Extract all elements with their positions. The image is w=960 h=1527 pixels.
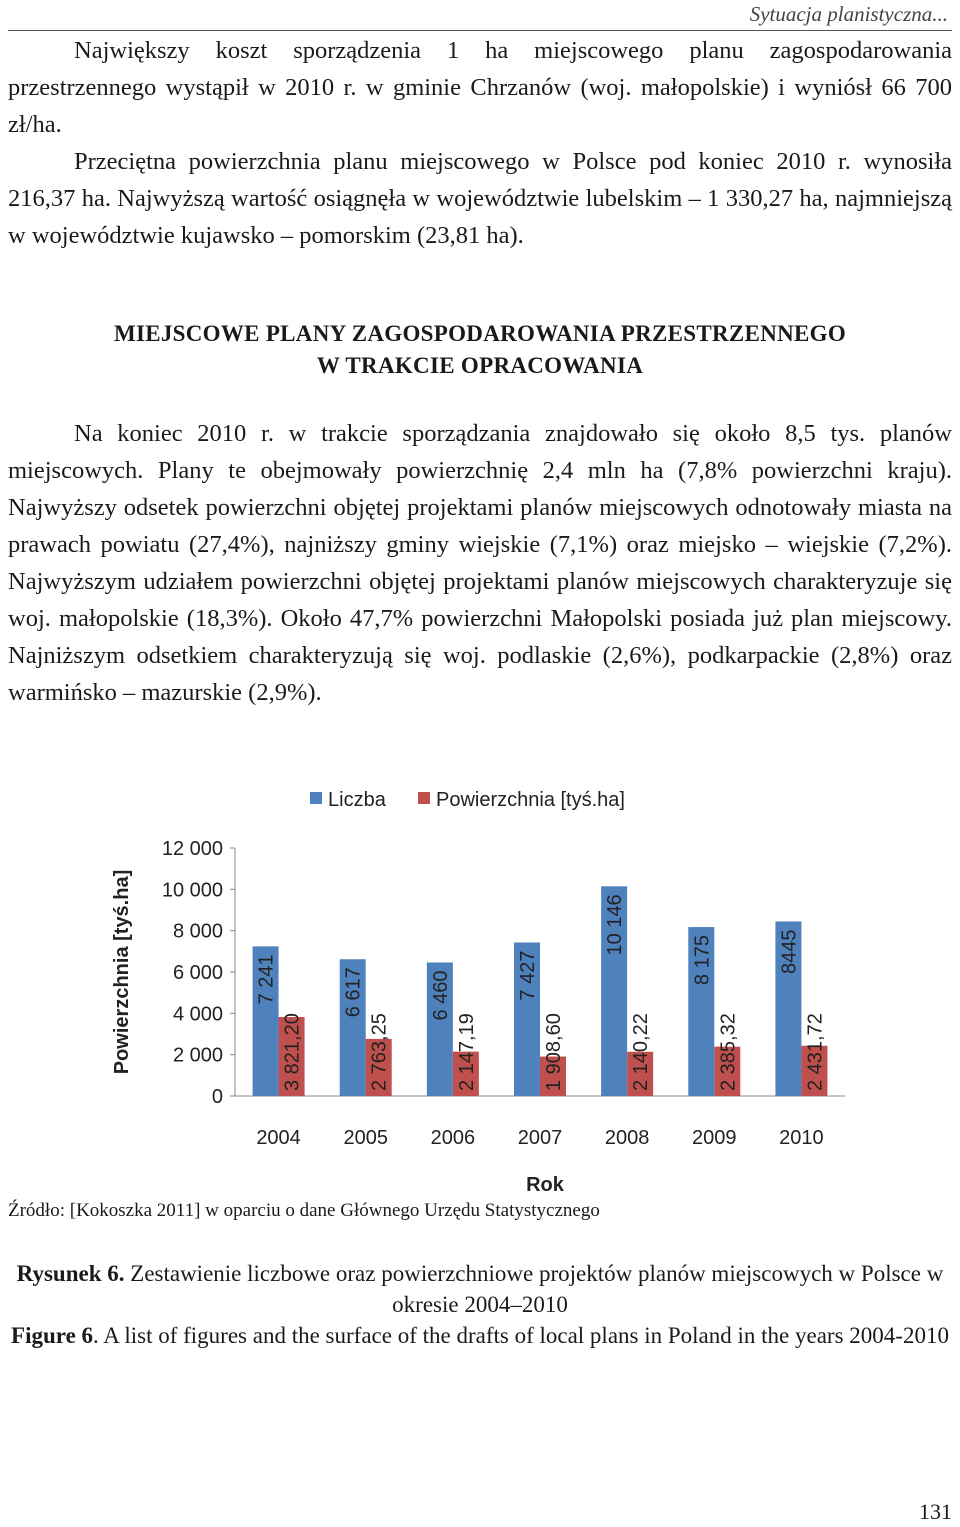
x-tick-label: 2004	[256, 1127, 301, 1149]
y-tick-label: 12 000	[161, 838, 223, 860]
paragraph-cost: Największy koszt sporządzenia 1 ha miejscowego planu zagospodarowania przestrzennego wystąpił w 2010 r. w gminie Chrzanów (woj. małopolskie) i wyniósł 66 700 zł/ha.	[8, 37, 952, 138]
x-axis-title: Rok	[526, 1174, 564, 1196]
x-tick-label: 2007	[517, 1127, 563, 1149]
section-title-line2: W TRAKCIE OPRACOWANIA	[316, 353, 644, 378]
legend-label: Powierzchnia [tyś.ha]	[436, 789, 625, 811]
y-tick-label: 6 000	[172, 962, 223, 984]
caption-polish-text: Zestawienie liczbowe oraz powierzchniowe projektów planów miejscowych w Polsce w okresie 2004–2010	[124, 1261, 944, 1317]
data-label-liczba: 10 146	[604, 894, 627, 956]
y-tick-label: 2 000	[172, 1044, 223, 1067]
y-tick-label: 0	[211, 1086, 223, 1108]
data-label-powierzchnia: 2 147,19	[455, 1013, 478, 1091]
figure-caption	[8, 1258, 952, 1351]
data-label-liczba: 8445	[778, 929, 801, 974]
data-label-powierzchnia: 3 821,20	[281, 1013, 304, 1091]
data-label-liczba: 6 460	[429, 970, 452, 1021]
running-title: Sytuacja planistyczna...	[749, 2, 948, 26]
data-label-powierzchnia: 2 431,72	[804, 1013, 827, 1091]
x-tick-label: 2008	[604, 1127, 650, 1149]
caption-english-label: Figure 6	[11, 1323, 94, 1348]
data-label-powierzchnia: 2 763,25	[368, 1013, 391, 1091]
x-tick-label: 2006	[430, 1127, 476, 1149]
data-label-powierzchnia: 2 140,22	[630, 1013, 653, 1091]
bar-chart	[100, 778, 860, 1198]
section-title-line1: MIEJSCOWE PLANY ZAGOSPODAROWANIA PRZESTRZENNEGO	[113, 321, 847, 346]
section-title	[8, 318, 952, 382]
x-tick-label: 2009	[692, 1127, 737, 1149]
y-axis-title: Powierzchnia [tyś.ha]	[111, 869, 133, 1075]
x-tick-label: 2005	[343, 1127, 388, 1149]
running-header	[8, 0, 952, 31]
legend-swatch	[418, 792, 430, 804]
legend-label: Liczba	[328, 789, 386, 811]
data-label-liczba: 8 175	[691, 935, 714, 986]
paragraph-average-area: Przeciętna powierzchnia planu miejscowego w Polsce pod koniec 2010 r. wynosiła 216,37 ha. Najwyższą wartość osiągnęła w województwie lubelskim – 1 330,27 ha, najmniejszą w województwie kujawsko – pomorskim (23,81 ha).	[8, 148, 952, 249]
y-tick-label: 4 000	[172, 1003, 223, 1026]
paragraph-plans-in-progress: Na koniec 2010 r. w trakcie sporządzania znajdowało się około 8,5 tys. planów miejscowych. Plany te obejmowały powierzchnię 2,4 mln ha (7,8% powierzchni kraju). Najwyższy odsetek powierzchni objętej projektami planów miejscowych odnotowały miasta na prawach powiatu (27,4%), najniższy gminy wiejskie (7,1%) oraz miejsko – wiejskie (7,2%). Najwyższym udziałem powierzchni objętej projektami planów miejscowych charakteryzuje się woj. małopolskie (18,3%). Około 47,7% powierzchni Małopolski posiada już plan miejscowy. Najniższym odsetkiem charakteryzują się woj. podlaskie (2,6%), podkarpackie (2,8%) oraz warmińsko – mazurskie (2,9%).	[8, 420, 952, 706]
caption-english	[8, 1320, 952, 1351]
y-tick-label: 10 000	[161, 879, 223, 902]
y-tick-label: 8 000	[172, 920, 223, 943]
data-label-liczba: 7 427	[517, 950, 539, 1001]
caption-polish	[8, 1258, 952, 1320]
data-label-powierzchnia: 1 908,60	[543, 1013, 565, 1091]
data-label-liczba: 7 241	[255, 954, 278, 1005]
caption-polish-label: Rysunek 6.	[16, 1261, 125, 1286]
legend-swatch	[310, 792, 322, 804]
figure-source: Źródło: [Kokoszka 2011] w oparciu o dane Głównego Urzędu Statystycznego	[8, 1200, 600, 1221]
caption-english-text: . A list of figures and the surface of the drafts of local plans in Poland in the years 2004-2010	[93, 1323, 949, 1348]
data-label-liczba: 6 617	[342, 967, 365, 1018]
data-label-powierzchnia: 2 385,32	[717, 1013, 740, 1091]
x-tick-label: 2010	[779, 1127, 824, 1149]
page-number: 131	[919, 1499, 952, 1524]
